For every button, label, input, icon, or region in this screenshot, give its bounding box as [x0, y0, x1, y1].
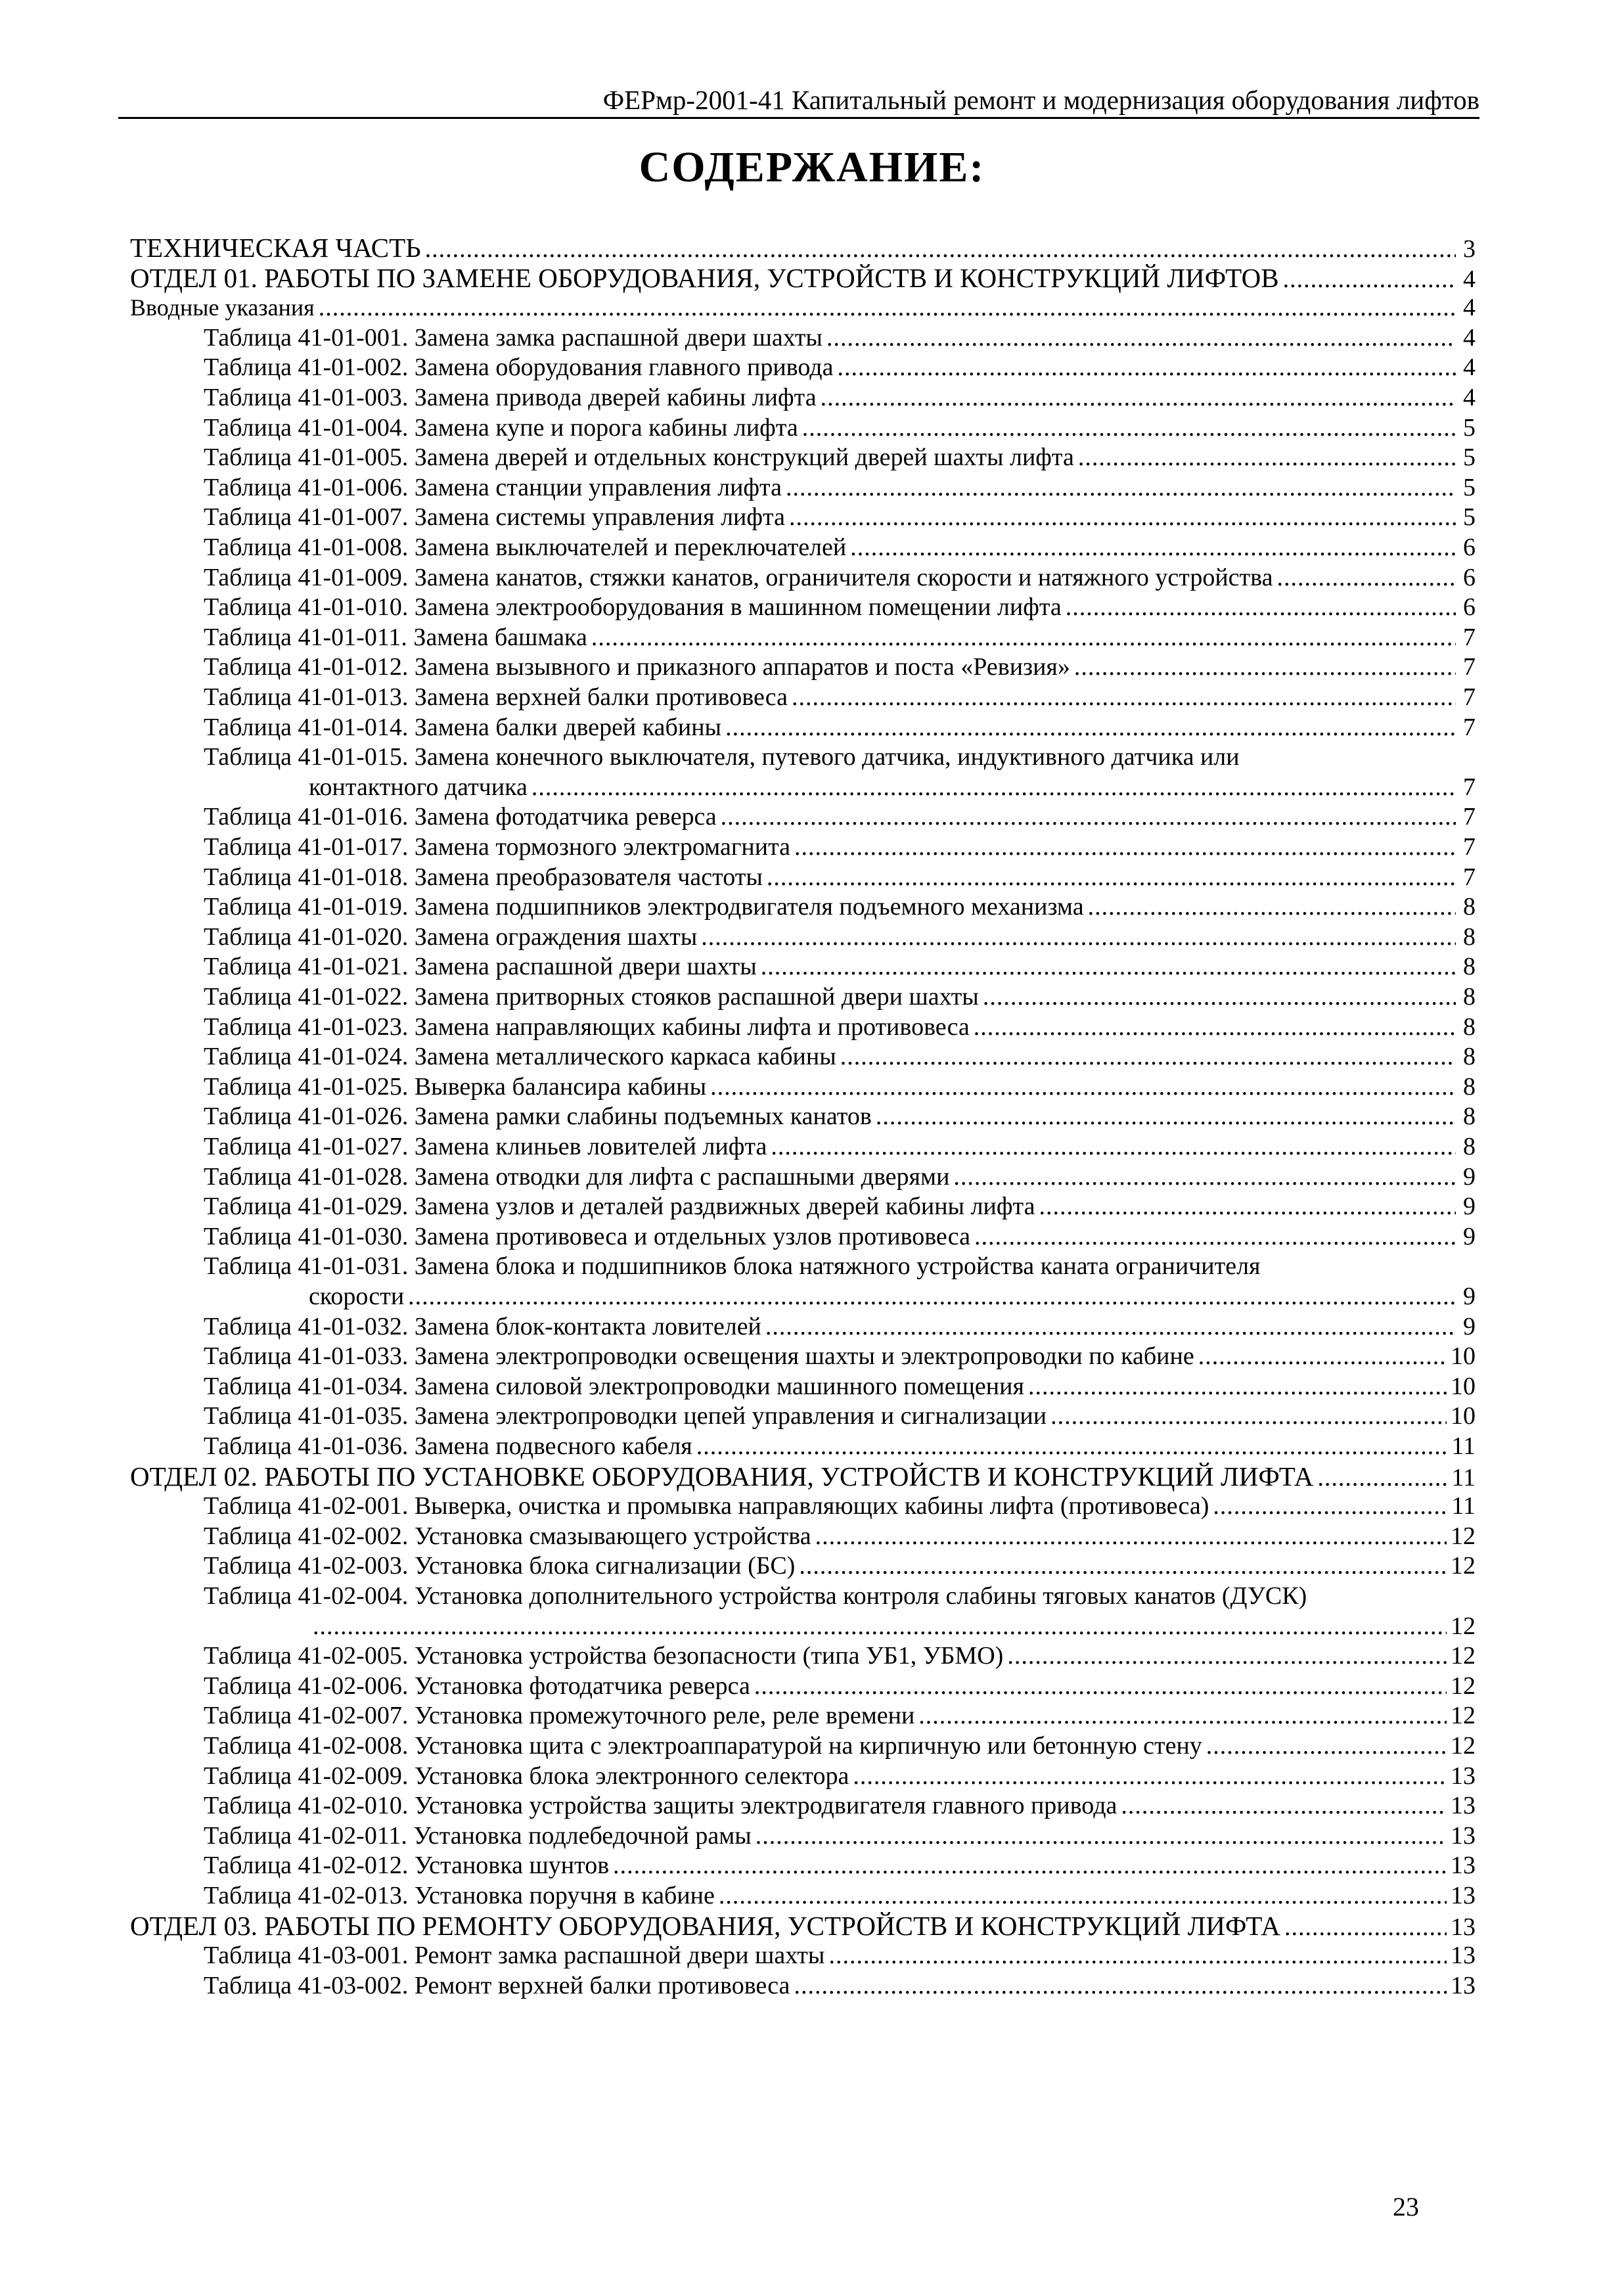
toc-entry: [204, 951, 1476, 982]
running-header: ФЕРмр-2001-41 Капитальный ремонт и модернизация оборудования лифтов: [602, 85, 1479, 115]
toc-dot-leader: [1039, 1191, 1456, 1222]
toc-dot-leader: [1317, 1463, 1447, 1493]
toc-entry: [204, 1850, 1476, 1881]
toc-entry-page: 13: [1451, 1913, 1476, 1941]
toc-dot-leader: [1121, 1790, 1447, 1821]
toc-entry-page: 4: [1463, 384, 1476, 411]
toc-entry-title: Таблица 41-01-019. Замена подшипников электродвигателя подъемного механизма: [204, 893, 1084, 921]
toc-entry-page: 11: [1451, 1432, 1476, 1460]
toc-entry: [204, 1970, 1476, 2001]
toc-entry-title: ТЕХНИЧЕСКАЯ ЧАСТЬ: [130, 233, 421, 263]
toc-entry: [204, 742, 1476, 773]
toc-entry-page: 3: [1463, 235, 1476, 263]
toc-entry: [204, 502, 1476, 533]
toc-dot-leader: [974, 1012, 1456, 1043]
toc-entry: [204, 1731, 1476, 1762]
toc-dot-leader: [1088, 892, 1456, 923]
toc-entry-page: 7: [1463, 624, 1476, 651]
toc-entry-page: 13: [1451, 1792, 1476, 1819]
toc-entry-title: Таблица 41-01-016. Замена фотодатчика реверса: [204, 803, 717, 831]
toc-entry: [204, 382, 1476, 413]
toc-entry: [204, 1191, 1476, 1222]
toc-entry-page: 7: [1463, 773, 1476, 801]
toc-entry-page: 9: [1463, 1313, 1476, 1340]
toc-entry: [204, 1880, 1476, 1911]
toc-dot-leader: [786, 472, 1456, 503]
toc-entry-title: Таблица 41-01-033. Замена электропроводки освещения шахты и электропроводки по кабине: [204, 1342, 1194, 1370]
toc-dot-leader: [425, 234, 1456, 265]
toc-entry-title: ОТДЕЛ 01. РАБОТЫ ПО ЗАМЕНЕ ОБОРУДОВАНИЯ, УСТРОЙСТВ И КОНСТРУКЦИЙ ЛИФТОВ: [130, 263, 1279, 293]
toc-entry: [204, 1431, 1476, 1462]
toc-entry-page: 8: [1463, 1133, 1476, 1160]
toc-entry-title: ОТДЕЛ 03. РАБОТЫ ПО РЕМОНТУ ОБОРУДОВАНИЯ, УСТРОЙСТВ И КОНСТРУКЦИЙ ЛИФТА: [130, 1911, 1281, 1941]
toc-entry-page: 13: [1451, 1762, 1476, 1790]
toc-dot-leader: [761, 951, 1456, 982]
toc-dot-leader: [591, 622, 1456, 653]
toc-entry: [204, 832, 1476, 863]
toc-entry-title: Таблица 41-01-032. Замена блок-контакта ловителей: [204, 1313, 761, 1340]
toc-dot-leader: [725, 712, 1456, 743]
toc-entry-title: Таблица 41-01-006. Замена станции управления лифта: [204, 474, 782, 501]
toc-entry: [204, 1401, 1476, 1432]
toc-entry-page: 7: [1463, 833, 1476, 861]
toc-dot-leader: [319, 292, 1456, 323]
toc-entry-title: Таблица 41-01-018. Замена преобразователя частоты: [204, 863, 763, 891]
toc-entry: [204, 323, 1476, 353]
toc-entry-page: 7: [1463, 863, 1476, 891]
toc-entry-page: 4: [1463, 265, 1476, 293]
page-title: СОДЕРЖАНИЕ:: [639, 143, 985, 191]
toc-entry-title: Таблица 41-01-034. Замена силовой электропроводки машинного помещения: [204, 1373, 1024, 1400]
toc-entry-title: Таблица 41-01-029. Замена узлов и деталей раздвижных дверей кабины лифта: [204, 1193, 1035, 1220]
toc-entry-title: Таблица 41-01-013. Замена верхней балки противовеса: [204, 683, 788, 711]
toc-entry-title: Таблица 41-02-005. Установка устройства безопасности (типа УБ1, УБМО): [204, 1642, 1004, 1670]
toc-entry-title: Таблица 41-01-023. Замена направляющих кабины лифта и противовеса: [204, 1013, 970, 1041]
toc-entry-page: 12: [1451, 1642, 1476, 1670]
toc-dot-leader: [613, 1850, 1447, 1881]
toc-entry-page: 8: [1463, 1013, 1476, 1041]
toc-dot-leader: [1213, 1491, 1447, 1522]
toc-entry-title: Таблица 41-02-013. Установка поручня в кабине: [204, 1882, 715, 1909]
toc-entry: [204, 1131, 1476, 1162]
toc-dot-leader: [765, 1311, 1456, 1342]
toc-entry: [309, 1281, 1476, 1312]
toc-entry-page: 4: [1463, 324, 1476, 352]
toc-entry-title: Таблица 41-02-007. Установка промежуточного реле, реле времени: [204, 1702, 915, 1729]
toc-entry-title: Таблица 41-02-001. Выверка, очистка и промывка направляющих кабины лифта (противовеса): [204, 1492, 1209, 1520]
toc-entry-title: Таблица 41-01-011. Замена башмака: [204, 624, 587, 651]
toc-entry: [204, 682, 1476, 713]
toc-entry: [204, 922, 1476, 953]
toc-dot-leader: [1276, 562, 1456, 593]
toc-entry-title: Таблица 41-01-030. Замена противовеса и отдельных узлов противовеса: [204, 1223, 970, 1250]
toc-section-entry: [130, 292, 1476, 323]
toc-dot-leader: [840, 1041, 1456, 1072]
toc-entry-title: Таблица 41-01-021. Замена распашной двери шахты: [204, 953, 757, 980]
toc-dot-leader: [828, 1940, 1447, 1971]
toc-entry-page: 7: [1463, 714, 1476, 741]
toc-dot-leader: [701, 922, 1456, 953]
toc-dot-leader: [1206, 1731, 1447, 1762]
toc-entry-title: ОТДЕЛ 02. РАБОТЫ ПО УСТАНОВКЕ ОБОРУДОВАНИЯ, УСТРОЙСТВ И КОНСТРУКЦИЙ ЛИФТА: [130, 1461, 1314, 1492]
toc-entry: [204, 1072, 1476, 1103]
toc-entry: [204, 622, 1476, 653]
toc-entry-title: Таблица 41-01-008. Замена выключателей и переключателей: [204, 534, 847, 561]
toc-entry-title: Таблица 41-01-014. Замена балки дверей кабины: [204, 714, 722, 741]
toc-entry: [204, 1371, 1476, 1402]
toc-entry: [204, 1221, 1476, 1252]
toc-dot-leader: [1284, 1912, 1447, 1943]
toc-entry-title: Таблица 41-01-025. Выверка балансира кабины: [204, 1073, 707, 1101]
toc-entry-title: Таблица 41-01-012. Замена вызывного и приказного аппаратов и поста «Ревизия»: [204, 653, 1070, 681]
toc-entry-title: Таблица 41-01-035. Замена электропроводки цепей управления и сигнализации: [204, 1402, 1047, 1430]
toc-entry-page: 8: [1463, 983, 1476, 1011]
toc-entry-title: Таблица 41-01-020. Замена ограждения шахты: [204, 923, 698, 951]
toc-dot-leader: [771, 1131, 1456, 1162]
toc-entry-title: Таблица 41-01-005. Замена дверей и отдельных конструкций дверей шахты лифта: [204, 444, 1074, 471]
toc-entry: [204, 1551, 1476, 1582]
toc-entry-page: 5: [1463, 444, 1476, 471]
toc-entry-page: 8: [1463, 1043, 1476, 1070]
page-number: 23: [1393, 2192, 1419, 2221]
toc-entry-page: 9: [1463, 1193, 1476, 1220]
toc-section-entry: [130, 263, 1476, 294]
toc-entry-title: Таблица 41-01-010. Замена электрооборудования в машинном помещении лифта: [204, 593, 1062, 621]
toc-entry-title: Таблица 41-01-015. Замена конечного выключателя, путевого датчика, индуктивного датчика или: [204, 743, 1240, 771]
toc-entry-page: 10: [1451, 1342, 1476, 1370]
toc-entry-title: Таблица 41-03-001. Ремонт замка распашной двери шахты: [204, 1942, 825, 1969]
toc-entry-page: 9: [1463, 1163, 1476, 1191]
toc-entry-title: Таблица 41-02-003. Установка блока сигнализации (БС): [204, 1552, 796, 1580]
toc-entry: [204, 1940, 1476, 1971]
toc-dot-leader: [1198, 1341, 1447, 1372]
toc-entry-page: 7: [1463, 803, 1476, 831]
toc-dot-leader: [1028, 1371, 1447, 1402]
toc-entry-page: 8: [1463, 1103, 1476, 1130]
toc-entry-page: 12: [1451, 1522, 1476, 1550]
toc-entry-title: Таблица 41-02-010. Установка устройства защиты электродвигателя главного привода: [204, 1792, 1117, 1819]
toc-entry: [204, 1821, 1476, 1852]
toc-dot-leader: [721, 802, 1456, 832]
toc-entry-page: 13: [1451, 1882, 1476, 1909]
toc-entry: [204, 1671, 1476, 1702]
toc-entry: [204, 1581, 1476, 1612]
toc-entry-title: Таблица 41-01-027. Замена клиньев ловителей лифта: [204, 1133, 767, 1160]
toc-entry-title: Таблица 41-01-001. Замена замка распашной двери шахты: [204, 324, 823, 352]
toc-entry-page: 12: [1451, 1552, 1476, 1580]
toc-entry: [204, 1700, 1476, 1731]
toc-entry: [204, 413, 1476, 444]
toc-dot-leader: [876, 1101, 1456, 1132]
toc-section-entry: [130, 1911, 1476, 1942]
toc-entry-page: 5: [1463, 414, 1476, 442]
toc-entry: [204, 892, 1476, 923]
toc-entry-page: 12: [1451, 1732, 1476, 1760]
toc-entry-page: 6: [1463, 593, 1476, 621]
toc-dot-leader: [719, 1880, 1447, 1911]
toc-entry-page: 8: [1463, 1073, 1476, 1101]
toc-entry-title: Таблица 41-01-022. Замена притворных стояков распашной двери шахты: [204, 983, 979, 1011]
toc-entry-title: Таблица 41-01-024. Замена металлического каркаса кабины: [204, 1043, 836, 1070]
toc-entry-title: Таблица 41-02-002. Установка смазывающего устройства: [204, 1522, 811, 1550]
toc-entry-page: 6: [1463, 534, 1476, 561]
toc-dot-leader: [953, 1162, 1456, 1193]
toc-entry: [204, 1311, 1476, 1342]
toc-dot-leader: [821, 382, 1456, 413]
toc-dot-leader: [1007, 1641, 1447, 1672]
toc-entry: [204, 1641, 1476, 1672]
toc-dot-leader: [756, 1821, 1447, 1852]
toc-entry-page: 12: [1451, 1612, 1476, 1640]
toc-entry: [204, 1101, 1476, 1132]
toc-dot-leader: [313, 1611, 1447, 1642]
toc-entry-title: Таблица 41-01-026. Замена рамки слабины подъемных канатов: [204, 1103, 872, 1130]
toc-entry-title: Вводные указания: [130, 294, 315, 321]
toc-entry-page: 5: [1463, 474, 1476, 501]
toc-dot-leader: [789, 502, 1456, 533]
toc-entry-page: 12: [1451, 1672, 1476, 1700]
toc-dot-leader: [815, 1521, 1447, 1552]
toc-dot-leader: [974, 1221, 1456, 1252]
toc-entry-page: 8: [1463, 923, 1476, 951]
toc-entry: [204, 712, 1476, 743]
toc-entry-title: Таблица 41-02-004. Установка дополнительного устройства контроля слабины тяговых канатов (ДУСК): [204, 1582, 1307, 1610]
toc-entry-title: Таблица 41-02-009. Установка блока электронного селектора: [204, 1762, 849, 1790]
toc-dot-leader: [792, 682, 1456, 713]
toc-entry-title: Таблица 41-01-007. Замена системы управления лифта: [204, 503, 785, 531]
toc-dot-leader: [1078, 442, 1456, 473]
toc-entry-page: 10: [1451, 1373, 1476, 1400]
toc-entry: [204, 982, 1476, 1013]
toc-entry-title: Таблица 41-01-004. Замена купе и порога кабины лифта: [204, 414, 798, 442]
toc-entry-page: 5: [1463, 503, 1476, 531]
toc-dot-leader: [710, 1072, 1456, 1103]
toc-dot-leader: [767, 862, 1456, 893]
toc-entry: [204, 472, 1476, 503]
toc-entry-page: 4: [1463, 353, 1476, 381]
toc-entry-title: Таблица 41-02-006. Установка фотодатчика реверса: [204, 1672, 750, 1700]
toc-dot-leader: [1074, 652, 1456, 683]
toc-entry: [204, 802, 1476, 832]
toc-entry: [204, 1491, 1476, 1522]
toc-entry-title: Таблица 41-01-017. Замена тормозного электромагнита: [204, 833, 791, 861]
toc-entry-title: скорости: [309, 1283, 405, 1310]
toc-entry-page: 8: [1463, 953, 1476, 980]
toc-entry: [204, 532, 1476, 563]
toc-entry: [204, 862, 1476, 893]
toc-entry-page: 12: [1451, 1702, 1476, 1729]
toc-entry-title: Таблица 41-01-028. Замена отводки для лифта с распашными дверями: [204, 1163, 950, 1191]
toc-dot-leader: [1066, 592, 1456, 623]
toc-entry-page: 4: [1463, 294, 1476, 321]
toc-dot-leader: [983, 982, 1456, 1013]
toc-entry-title: Таблица 41-01-031. Замена блока и подшипников блока натяжного устройства каната ограничителя: [204, 1252, 1261, 1280]
toc-dot-leader: [754, 1671, 1447, 1702]
toc-dot-leader: [918, 1700, 1447, 1731]
toc-entry: [204, 562, 1476, 593]
toc-entry-page: 11: [1451, 1492, 1476, 1520]
toc-entry-title: Таблица 41-02-011. Установка подлебедочной рамы: [204, 1822, 752, 1850]
toc-entry: [204, 1341, 1476, 1372]
toc-entry-page: 13: [1451, 1972, 1476, 1999]
toc-dot-leader: [837, 352, 1456, 383]
toc-dot-leader: [853, 1761, 1447, 1792]
toc-entry: [204, 1251, 1476, 1282]
toc-dot-leader: [1050, 1401, 1447, 1432]
toc-section-entry: [130, 233, 1476, 263]
toc-entry-title: Таблица 41-02-008. Установка щита с электроаппаратурой на кирпичную или бетонную стену: [204, 1732, 1202, 1760]
toc-entry-title: Таблица 41-02-012. Установка шунтов: [204, 1852, 610, 1879]
toc-entry-page: 7: [1463, 683, 1476, 711]
toc-dot-leader: [1283, 264, 1456, 295]
toc-dot-leader: [826, 323, 1456, 353]
toc-entry-page: 13: [1451, 1942, 1476, 1969]
toc-entry-page: 13: [1451, 1822, 1476, 1850]
toc-section-entry: [130, 1461, 1476, 1492]
toc-entry-page: 11: [1451, 1464, 1476, 1492]
toc-entry-page: 8: [1463, 893, 1476, 921]
toc-entry: [204, 1761, 1476, 1792]
toc-entry-page: 9: [1463, 1283, 1476, 1310]
toc-entry: [204, 1790, 1476, 1821]
toc-entry: [204, 442, 1476, 473]
toc-entry: [204, 1521, 1476, 1552]
toc-dot-leader: [794, 832, 1456, 863]
toc-dot-leader: [799, 1551, 1447, 1582]
toc-entry-title: Таблица 41-01-003. Замена привода дверей кабины лифта: [204, 384, 817, 411]
toc-entry-title: Таблица 41-01-036. Замена подвесного кабеля: [204, 1432, 692, 1460]
toc-entry: [204, 352, 1476, 383]
toc-dot-leader: [850, 532, 1456, 563]
toc-dot-leader: [794, 1970, 1447, 2001]
toc-entry-title: Таблица 41-01-009. Замена канатов, стяжки канатов, ограничителя скорости и натяжного устройства: [204, 564, 1273, 591]
toc-entry: [204, 592, 1476, 623]
header-rule: [118, 117, 1479, 119]
toc-entry-page: 10: [1451, 1402, 1476, 1430]
toc-entry-title: контактного датчика: [309, 773, 528, 801]
toc-entry: [204, 1162, 1476, 1193]
toc-entry-page: 7: [1463, 653, 1476, 681]
toc-entry-page: 6: [1463, 564, 1476, 591]
toc-entry-title: Таблица 41-03-002. Ремонт верхней балки противовеса: [204, 1972, 790, 1999]
toc-entry-page: 9: [1463, 1223, 1476, 1250]
toc-entry: [204, 1041, 1476, 1072]
toc-dot-leader: [408, 1281, 1456, 1312]
toc-dot-leader: [696, 1431, 1448, 1462]
toc-entry: [204, 1012, 1476, 1043]
toc-entry-page: 13: [1451, 1852, 1476, 1879]
toc-entry: [204, 652, 1476, 683]
toc-entry: [309, 1611, 1476, 1642]
toc-entry-title: Таблица 41-01-002. Замена оборудования главного привода: [204, 353, 834, 381]
toc-dot-leader: [531, 772, 1456, 803]
toc-entry: [309, 772, 1476, 803]
toc-dot-leader: [802, 413, 1456, 444]
